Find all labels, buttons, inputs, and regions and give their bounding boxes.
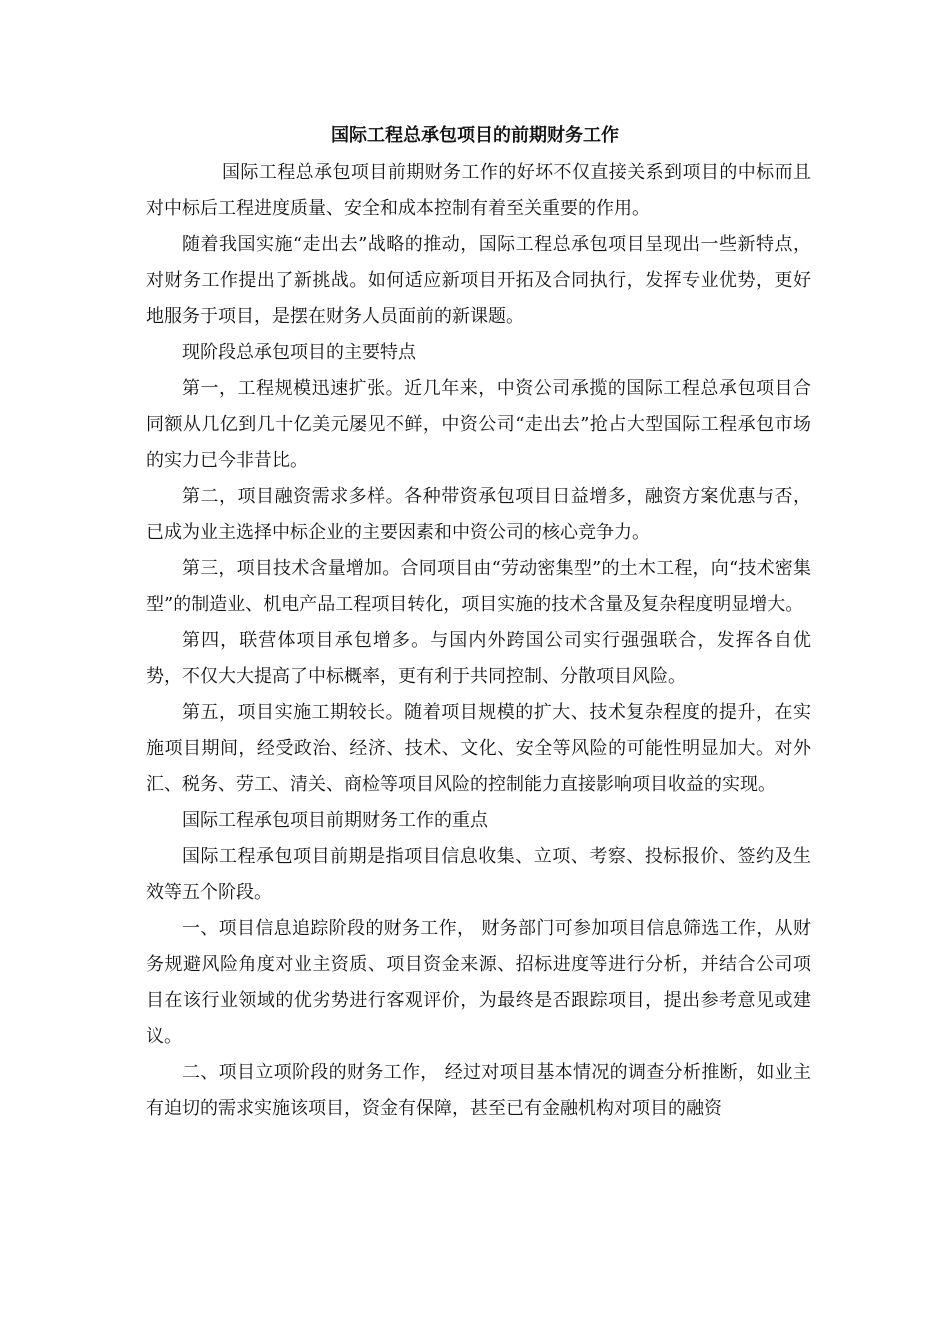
paragraph: 第二，项目融资需求多样。各种带资承包项目日益增多，融资方案优惠与否，已成为业主选择中标企业的主要因素和中资公司的核心竞争力。 <box>146 486 811 543</box>
paragraph: 一、项目信息追踪阶段的财务工作， 财务部门可参加项目信息筛选工作，从财务规避风险角度对业主资质、项目资金来源、招标进度等进行分析，并结合公司项目在该行业领域的优劣势进行客观评价，为最终是否跟踪项目，提出参考意见或建议。 <box>146 918 811 1047</box>
paragraph: 第四，联营体项目承包增多。与国内外跨国公司实行强强联合，发挥各自优势，不仅大大提高了中标概率，更有利于共同控制、分散项目风险。 <box>146 630 811 687</box>
paragraph: 国际工程承包项目前期是指项目信息收集、立项、考察、投标报价、签约及生效等五个阶段。 <box>146 846 811 903</box>
paragraph-intro: 国际工程总承包项目前期财务工作的好坏不仅直接关系到项目的中标而且对中标后工程进度质量、安全和成本控制有着至关重要的作用。 <box>146 162 811 219</box>
document-title: 国际工程总承包项目的前期财务工作 <box>331 125 619 146</box>
paragraph: 随着我国实施“走出去”战略的推动，国际工程总承包项目呈现出一些新特点，对财务工作提出了新挑战。如何适应新项目开拓及合同执行，发挥专业优势，更好地服务于项目，是摆在财务人员面前的新课题。 <box>146 234 811 327</box>
document-body <box>146 155 811 1127</box>
paragraph: 第一，工程规模迅速扩张。近几年来，中资公司承揽的国际工程总承包项目合同额从几亿到几十亿美元屡见不鲜，中资公司“走出去”抢占大型国际工程承包市场的实力已今非昔比。 <box>146 378 811 471</box>
section-heading: 现阶段总承包项目的主要特点 <box>182 342 416 363</box>
section-heading: 国际工程承包项目前期财务工作的重点 <box>182 810 488 831</box>
paragraph: 第五，项目实施工期较长。随着项目规模的扩大、技术复杂程度的提升，在实施项目期间，经受政治、经济、技术、文化、安全等风险的可能性明显加大。对外汇、税务、劳工、清关、商检等项目风险的控制能力直接影响项目收益的实现。 <box>146 702 811 795</box>
paragraph: 二、项目立项阶段的财务工作， 经过对项目基本情况的调查分析推断，如业主有迫切的需求实施该项目，资金有保障，甚至已有金融机构对项目的融资 <box>146 1062 811 1119</box>
paragraph: 第三，项目技术含量增加。合同项目由“劳动密集型”的土木工程，向“技术密集型”的制造业、机电产品工程项目转化，项目实施的技术含量及复杂程度明显增大。 <box>146 558 811 615</box>
